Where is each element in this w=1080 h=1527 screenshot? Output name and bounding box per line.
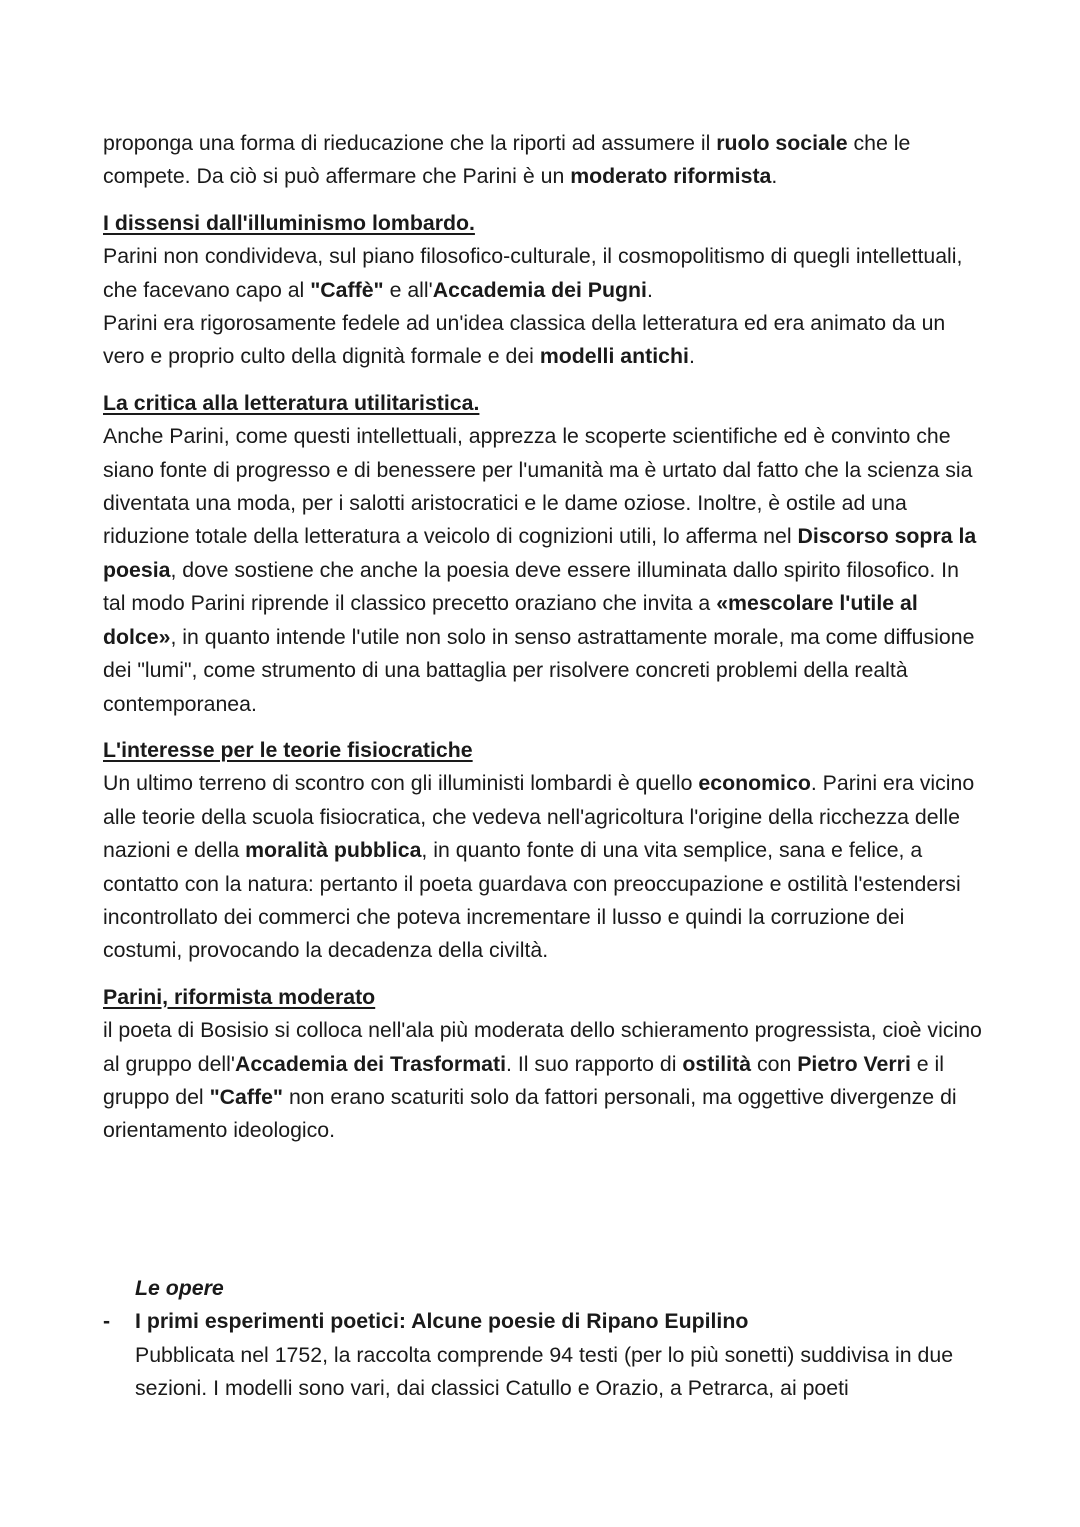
bold-term: moralità pubblica — [245, 838, 422, 863]
paragraph-text: . Il suo rapporto di — [506, 1051, 683, 1076]
bold-term: economico — [698, 771, 811, 796]
paragraph-text: con — [751, 1051, 798, 1076]
paragraph-text: il poeta di Bosisio si colloca nell'ala più moderata dello schieramento progressista, cioè vicino al gruppo dell' — [103, 1018, 982, 1076]
section-paragraph — [103, 240, 983, 307]
bold-term: "Caffè" — [310, 277, 384, 302]
document-body — [103, 127, 983, 1148]
intro-text: proponga una forma di rieducazione che la riporti ad assumere il — [103, 131, 717, 155]
section-paragraph — [103, 307, 983, 374]
section-paragraph — [103, 767, 983, 967]
bold-term: modelli antichi — [539, 344, 689, 369]
paragraph-text: . — [646, 277, 653, 302]
section-heading: L'interesse per le teorie fisiocratiche — [103, 737, 473, 762]
paragraph-text: non erano scaturiti solo da fattori personali, ma oggettive divergenze di orientamento ideologico. — [103, 1084, 957, 1143]
section-paragraph — [103, 1014, 983, 1148]
list-item-title: I primi esperimenti poetici: Alcune poesie di Ripano Eupilino — [135, 1309, 749, 1334]
list-bullet-dash: - — [103, 1309, 111, 1334]
section-riformista — [103, 981, 983, 1148]
bold-term: moderato riformista — [570, 164, 772, 189]
paragraph-text: Parini non condivideva, sul piano filosofico-culturale, il cosmopolitismo di quegli intellettuali, che facevano capo al — [103, 244, 963, 302]
section-fisiocratiche — [103, 734, 983, 968]
section-critica — [103, 387, 983, 721]
bold-term: Accademia dei Pugni — [432, 277, 647, 302]
list-item-text: Pubblicata nel 1752, la raccolta comprende 94 testi (per lo più sonetti) suddivisa in due sezioni. I modelli sono vari, dai classici Catullo e Orazio, a Petrarca, ai poeti — [135, 1342, 954, 1401]
opere-title: Le opere — [135, 1276, 224, 1300]
bold-term: Pietro Verri — [797, 1051, 911, 1076]
intro-paragraph — [103, 127, 983, 194]
bold-term: Discorso sopra la poesia — [103, 524, 977, 582]
section-heading: I dissensi dall'illuminismo lombardo. — [103, 210, 475, 235]
opere-section — [103, 1272, 983, 1406]
section-heading: Parini, riformista moderato — [103, 984, 376, 1009]
paragraph-text: Parini era rigorosamente fedele ad un'idea classica della letteratura ed era animato da un vero e proprio culto della dignità formale e dei — [103, 311, 946, 369]
section-heading: La critica alla letteratura utilitaristica. — [103, 390, 480, 415]
bold-term: "Caffe" — [209, 1084, 284, 1109]
paragraph-text: , in quanto fonte di una vita semplice, sana e felice, a contatto con la natura: pertanto il poeta guardava con preoccupazione e ostilità l'estendersi incontrollato dei commerci che poteva incrementare il lusso e quindi la corruzione dei costumi, provocando la decadenza della civiltà. — [103, 838, 961, 963]
section-paragraph — [103, 420, 983, 721]
section-dissensi — [103, 207, 983, 374]
paragraph-text: , in quanto intende l'utile non solo in senso astrattamente morale, ma come diffusione dei "lumi", come strumento di una battaglia per risolvere concreti problemi della realtà contemporanea. — [103, 624, 975, 716]
bold-term: ruolo sociale — [716, 131, 848, 155]
paragraph-text: e all' — [383, 277, 433, 302]
intro-text: che le compete. Da ciò si può affermare che Parini è un — [103, 131, 911, 189]
paragraph-text: . — [688, 344, 695, 369]
paragraph-text: . Parini era vicino alle teorie della scuola fisiocratica, che vedeva nell'agricoltura l'origine della ricchezza delle nazioni e della — [103, 771, 975, 863]
intro-text: . — [771, 164, 778, 189]
bold-term: ostilità — [682, 1051, 752, 1076]
paragraph-text: e il gruppo del — [103, 1051, 945, 1109]
bold-term: «mescolare l'utile al dolce» — [103, 591, 918, 649]
paragraph-text: , dove sostiene che anche la poesia deve essere illuminata dallo spirito filosofico. In tal modo Parini riprende il classico precetto oraziano che invita a — [103, 557, 959, 616]
list-item — [103, 1305, 983, 1405]
paragraph-text: Anche Parini, come questi intellettuali, apprezza le scoperte scientifiche ed è convinto che siano fonte di progresso e di benessere per l'umanità ma è urtato dal fatto che la scienza sia diventata una moda, per i salotti aristocratici e le dame oziose. Inoltre, è ostile ad una riduzione totale della letteratura a veicolo di cognizioni utili, lo afferma nel — [103, 424, 973, 549]
bold-term: Accademia dei Trasformati — [234, 1051, 507, 1076]
paragraph-text: Un ultimo terreno di scontro con gli illuministi lombardi è quello — [103, 771, 699, 796]
